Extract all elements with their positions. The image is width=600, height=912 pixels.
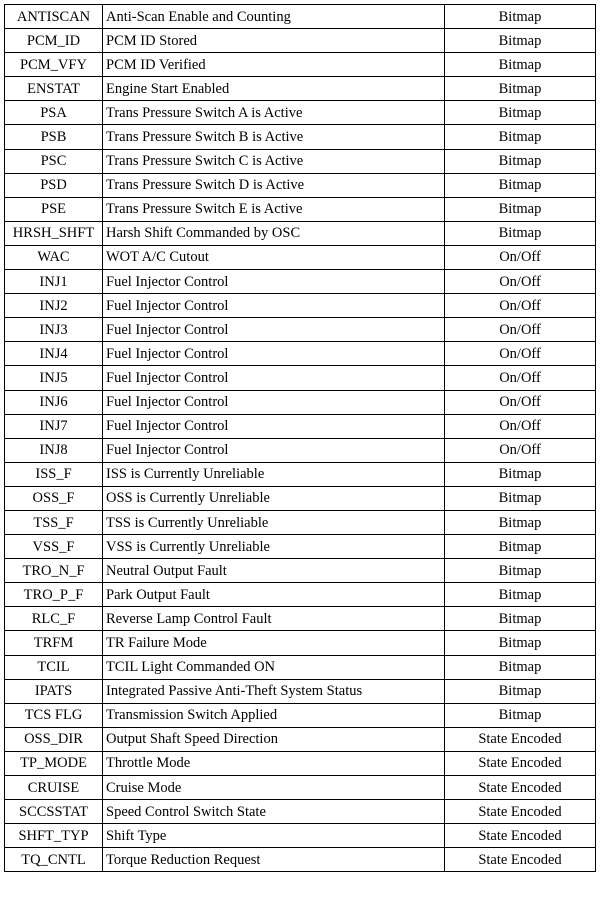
parameter-description-cell: Trans Pressure Switch D is Active — [103, 173, 445, 197]
parameter-type-cell: On/Off — [445, 245, 596, 269]
table-row — [5, 125, 596, 149]
parameter-description-cell: Integrated Passive Anti-Theft System Status — [103, 679, 445, 703]
table-row — [5, 366, 596, 390]
parameter-description-cell: Trans Pressure Switch C is Active — [103, 149, 445, 173]
parameter-name-cell: PSA — [5, 101, 103, 125]
parameter-type-cell: Bitmap — [445, 607, 596, 631]
table-row — [5, 655, 596, 679]
parameter-type-cell: Bitmap — [445, 53, 596, 77]
parameter-description-cell: Harsh Shift Commanded by OSC — [103, 221, 445, 245]
parameter-type-cell: Bitmap — [445, 655, 596, 679]
parameter-name-cell: PSB — [5, 125, 103, 149]
parameter-name-cell: INJ1 — [5, 270, 103, 294]
parameter-type-cell: On/Off — [445, 342, 596, 366]
table-row — [5, 245, 596, 269]
table-row — [5, 800, 596, 824]
parameter-description-cell: Anti-Scan Enable and Counting — [103, 5, 445, 29]
parameter-description-cell: TSS is Currently Unreliable — [103, 510, 445, 534]
parameter-type-cell: State Encoded — [445, 751, 596, 775]
parameter-name-cell: TCS FLG — [5, 703, 103, 727]
table-row — [5, 414, 596, 438]
parameter-type-cell: On/Off — [445, 270, 596, 294]
table-row — [5, 510, 596, 534]
table-row — [5, 486, 596, 510]
parameter-type-cell: Bitmap — [445, 77, 596, 101]
parameter-name-cell: TCIL — [5, 655, 103, 679]
parameter-type-cell: Bitmap — [445, 462, 596, 486]
table-row — [5, 53, 596, 77]
table-row — [5, 29, 596, 53]
parameter-type-cell: State Encoded — [445, 848, 596, 872]
parameter-table-body — [5, 5, 596, 872]
parameter-type-cell: Bitmap — [445, 535, 596, 559]
table-row — [5, 703, 596, 727]
parameter-type-cell: State Encoded — [445, 776, 596, 800]
parameter-name-cell: INJ2 — [5, 294, 103, 318]
table-row — [5, 294, 596, 318]
table-row — [5, 607, 596, 631]
parameter-type-cell: On/Off — [445, 366, 596, 390]
parameter-name-cell: PCM_ID — [5, 29, 103, 53]
table-row — [5, 824, 596, 848]
parameter-name-cell: INJ4 — [5, 342, 103, 366]
table-row — [5, 342, 596, 366]
parameter-type-cell: On/Off — [445, 390, 596, 414]
parameter-description-cell: Trans Pressure Switch A is Active — [103, 101, 445, 125]
table-row — [5, 848, 596, 872]
parameter-name-cell: INJ6 — [5, 390, 103, 414]
parameter-type-cell: Bitmap — [445, 149, 596, 173]
table-row — [5, 101, 596, 125]
parameter-name-cell: SCCSSTAT — [5, 800, 103, 824]
parameter-name-cell: TRO_P_F — [5, 583, 103, 607]
parameter-type-cell: State Encoded — [445, 824, 596, 848]
parameter-description-cell: Fuel Injector Control — [103, 342, 445, 366]
parameter-description-cell: Speed Control Switch State — [103, 800, 445, 824]
parameter-name-cell: INJ5 — [5, 366, 103, 390]
parameter-name-cell: CRUISE — [5, 776, 103, 800]
parameter-name-cell: RLC_F — [5, 607, 103, 631]
parameter-name-cell: INJ7 — [5, 414, 103, 438]
parameter-type-cell: Bitmap — [445, 221, 596, 245]
parameter-description-cell: Fuel Injector Control — [103, 414, 445, 438]
parameter-name-cell: PSE — [5, 197, 103, 221]
table-row — [5, 149, 596, 173]
table-row — [5, 751, 596, 775]
parameter-description-cell: Trans Pressure Switch E is Active — [103, 197, 445, 221]
parameter-description-cell: Fuel Injector Control — [103, 294, 445, 318]
parameter-description-cell: Throttle Mode — [103, 751, 445, 775]
parameter-name-cell: TQ_CNTL — [5, 848, 103, 872]
table-row — [5, 197, 596, 221]
parameter-name-cell: OSS_F — [5, 486, 103, 510]
table-row — [5, 462, 596, 486]
parameter-name-cell: INJ8 — [5, 438, 103, 462]
parameter-name-cell: IPATS — [5, 679, 103, 703]
parameter-type-cell: Bitmap — [445, 679, 596, 703]
parameter-name-cell: INJ3 — [5, 318, 103, 342]
parameter-type-cell: Bitmap — [445, 5, 596, 29]
parameter-description-cell: Fuel Injector Control — [103, 390, 445, 414]
parameter-name-cell: ANTISCAN — [5, 5, 103, 29]
parameter-name-cell: PCM_VFY — [5, 53, 103, 77]
parameter-description-cell: Neutral Output Fault — [103, 559, 445, 583]
parameter-description-cell: PCM ID Verified — [103, 53, 445, 77]
parameter-name-cell: TSS_F — [5, 510, 103, 534]
parameter-name-cell: WAC — [5, 245, 103, 269]
parameter-description-cell: WOT A/C Cutout — [103, 245, 445, 269]
table-row — [5, 5, 596, 29]
parameter-description-cell: Fuel Injector Control — [103, 270, 445, 294]
parameter-type-cell: Bitmap — [445, 559, 596, 583]
parameter-type-cell: Bitmap — [445, 197, 596, 221]
parameter-type-cell: Bitmap — [445, 173, 596, 197]
parameter-description-cell: OSS is Currently Unreliable — [103, 486, 445, 510]
parameter-name-cell: OSS_DIR — [5, 727, 103, 751]
parameter-name-cell: ISS_F — [5, 462, 103, 486]
table-row — [5, 438, 596, 462]
parameter-name-cell: TRFM — [5, 631, 103, 655]
parameter-type-cell: Bitmap — [445, 703, 596, 727]
parameter-type-cell: On/Off — [445, 438, 596, 462]
parameter-description-cell: Shift Type — [103, 824, 445, 848]
parameter-name-cell: SHFT_TYP — [5, 824, 103, 848]
parameter-description-cell: Trans Pressure Switch B is Active — [103, 125, 445, 149]
parameter-description-cell: PCM ID Stored — [103, 29, 445, 53]
parameter-type-cell: Bitmap — [445, 486, 596, 510]
parameter-description-cell: TR Failure Mode — [103, 631, 445, 655]
parameter-description-cell: Transmission Switch Applied — [103, 703, 445, 727]
parameter-description-cell: Fuel Injector Control — [103, 366, 445, 390]
parameter-description-cell: Cruise Mode — [103, 776, 445, 800]
parameter-type-cell: State Encoded — [445, 727, 596, 751]
table-row — [5, 318, 596, 342]
table-row — [5, 270, 596, 294]
parameter-type-cell: On/Off — [445, 318, 596, 342]
parameter-name-cell: PSD — [5, 173, 103, 197]
parameter-type-cell: On/Off — [445, 294, 596, 318]
parameter-description-cell: VSS is Currently Unreliable — [103, 535, 445, 559]
table-row — [5, 583, 596, 607]
parameter-type-cell: Bitmap — [445, 631, 596, 655]
parameter-name-cell: TRO_N_F — [5, 559, 103, 583]
parameter-type-cell: State Encoded — [445, 800, 596, 824]
parameter-description-cell: Torque Reduction Request — [103, 848, 445, 872]
parameter-type-cell: On/Off — [445, 414, 596, 438]
parameter-table — [4, 4, 596, 872]
table-row — [5, 535, 596, 559]
table-row — [5, 559, 596, 583]
table-row — [5, 679, 596, 703]
parameter-name-cell: PSC — [5, 149, 103, 173]
parameter-description-cell: Fuel Injector Control — [103, 438, 445, 462]
table-row — [5, 727, 596, 751]
parameter-description-cell: Engine Start Enabled — [103, 77, 445, 101]
parameter-name-cell: TP_MODE — [5, 751, 103, 775]
table-row — [5, 390, 596, 414]
parameter-description-cell: Reverse Lamp Control Fault — [103, 607, 445, 631]
parameter-description-cell: Fuel Injector Control — [103, 318, 445, 342]
table-row — [5, 631, 596, 655]
table-row — [5, 173, 596, 197]
parameter-type-cell: Bitmap — [445, 583, 596, 607]
parameter-type-cell: Bitmap — [445, 29, 596, 53]
parameter-name-cell: HRSH_SHFT — [5, 221, 103, 245]
parameter-description-cell: Park Output Fault — [103, 583, 445, 607]
parameter-name-cell: ENSTAT — [5, 77, 103, 101]
parameter-type-cell: Bitmap — [445, 510, 596, 534]
table-row — [5, 221, 596, 245]
parameter-name-cell: VSS_F — [5, 535, 103, 559]
parameter-description-cell: Output Shaft Speed Direction — [103, 727, 445, 751]
parameter-type-cell: Bitmap — [445, 125, 596, 149]
parameter-description-cell: ISS is Currently Unreliable — [103, 462, 445, 486]
parameter-description-cell: TCIL Light Commanded ON — [103, 655, 445, 679]
table-row — [5, 77, 596, 101]
parameter-type-cell: Bitmap — [445, 101, 596, 125]
table-row — [5, 776, 596, 800]
